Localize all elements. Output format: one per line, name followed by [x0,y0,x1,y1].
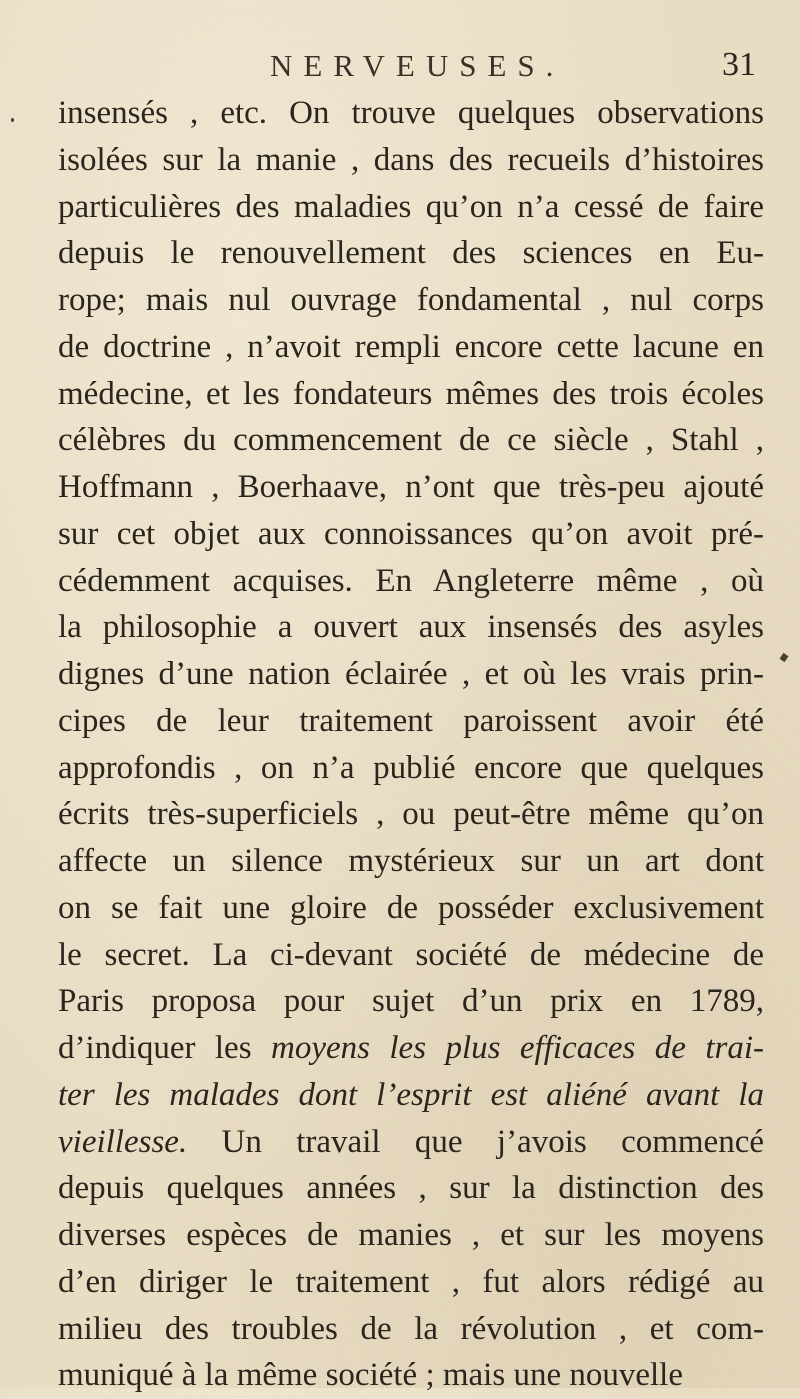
text-line-26: d’en diriger le traitement , fut alors rédigé au [58,1263,764,1300]
text-line-13: dignes d’une nation éclairée , et où les vrais prin- [58,656,764,692]
text-line-2: isolées sur la manie , dans des recueils d’histoires [58,141,764,178]
text-line-16: écrits très-superficiels , ou peut-être même qu’on [58,796,764,833]
text-line-6: de doctrine , n’avoit rempli encore cette lacune en [58,328,764,365]
text-line-1: insensés , etc. On trouve quelques observations [58,95,764,131]
margin-speck [11,118,14,122]
text-line-11: cédemment acquises. En Angleterre même , où [58,562,764,599]
text-line-22: ter les malades dont l’esprit est aliéné avant la [58,1076,764,1113]
text-line-27: milieu des troubles de la révolution , et com- [58,1310,764,1347]
text-line-24: depuis quelques années , sur la distinction des [58,1170,764,1207]
text-line-25: diverses espèces de manies , et sur les moyens [58,1217,764,1253]
text-line-5: rope; mais nul ouvrage fondamental , nul corps [58,282,764,318]
text-line-3: particulières des maladies qu’on n’a cessé de faire [58,188,764,225]
text-line-20: Paris proposa pour sujet d’un prix en 1789, [58,983,764,1020]
text-line-18: on se fait une gloire de posséder exclusivement [58,889,764,926]
page-number: 31 [722,46,756,83]
text-line-8: célèbres du commencement de ce siècle , Stahl , [58,422,764,459]
text-line-21: d’indiquer les moyens les plus efficaces de trai- [58,1030,765,1066]
text-line-12: la philosophie a ouvert aux insensés des asyles [58,609,764,646]
text-line-28: muniqué à la même société ; mais une nouvelle [58,1357,683,1394]
text-line-15: approfondis , on n’a publié encore que quelques [58,749,764,786]
text-line-10: sur cet objet aux connoissances qu’on avoit pré- [58,515,764,552]
text-line-17: affecte un silence mystérieux sur un art dont [58,843,764,879]
running-head [0,48,800,92]
text-line-14: cipes de leur traitement paroissent avoir été [58,702,764,739]
text-line-19: le secret. La ci-devant société de médecine de [58,936,764,973]
text-line-4: depuis le renouvellement des sciences en Eu- [58,235,764,272]
text-line-23: vieillesse. Un travail que j’avois commencé [58,1123,764,1160]
margin-speck-right [780,653,789,662]
text-line-7: médecine, et les fondateurs mêmes des trois écoles [58,375,764,412]
running-title: NERVEUSES. [270,48,565,83]
text-line-9: Hoffmann , Boerhaave, n’ont que très-peu ajouté [58,469,764,505]
body-text [58,90,764,1399]
